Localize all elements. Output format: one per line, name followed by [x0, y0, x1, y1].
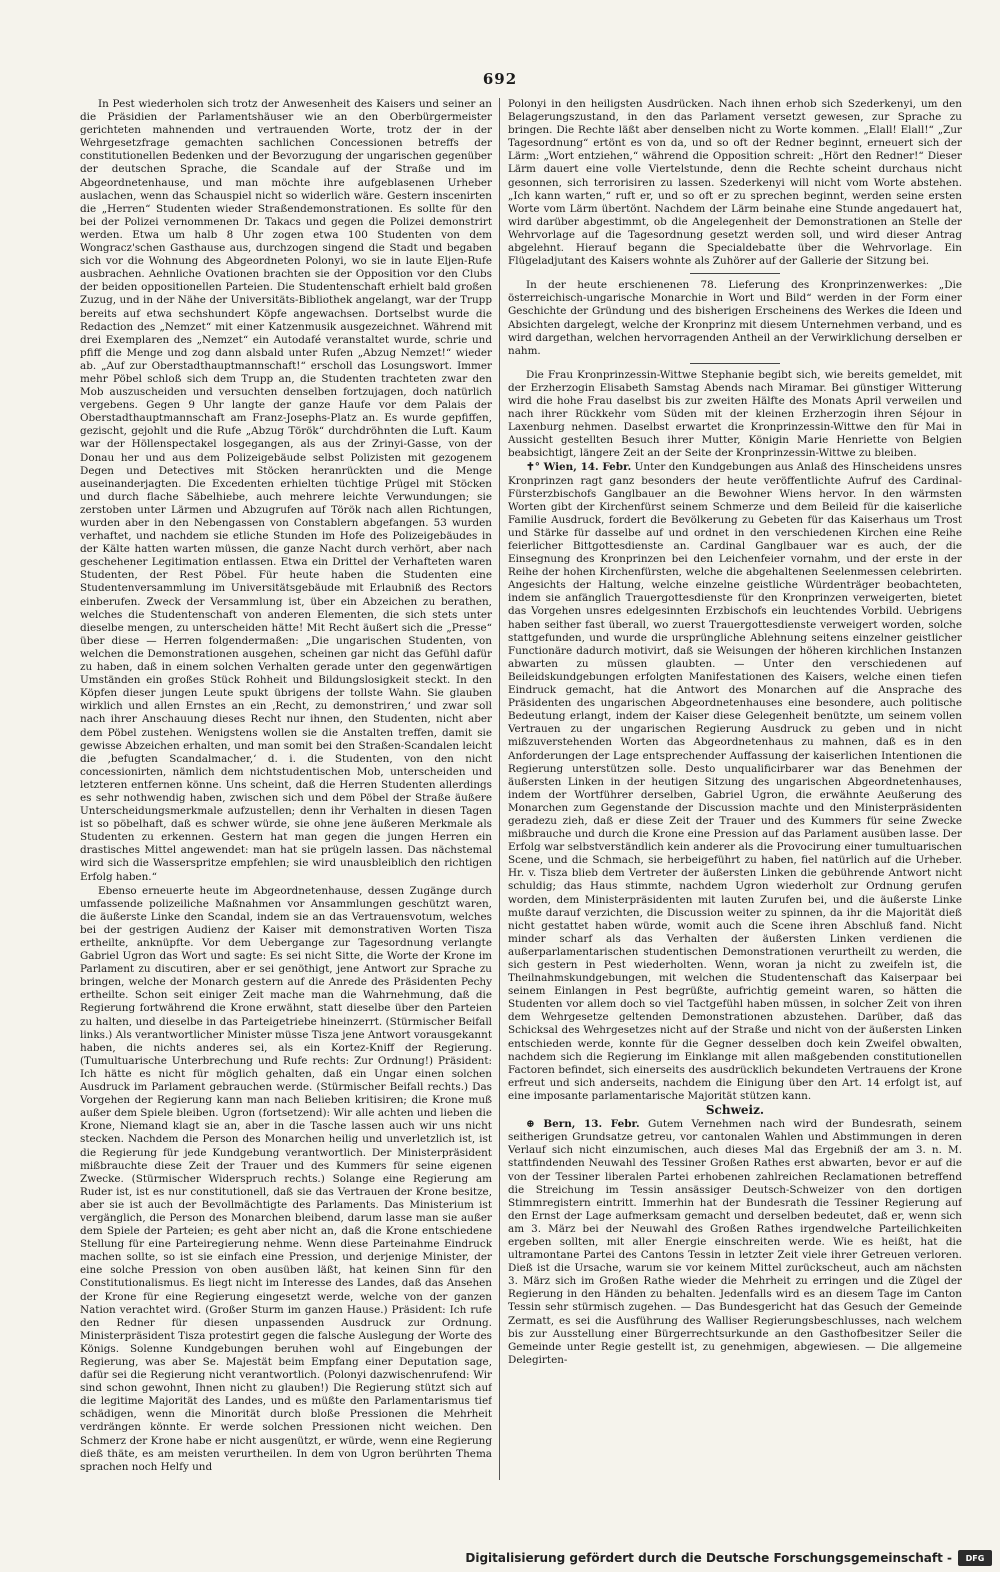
paragraph-abgeordnetenhaus: Ebenso erneuerte heute im Abgeordnetenhause, dessen Zugänge durch umfassende polizeiliche Maßnahmen vor Ansammlungen geschützt waren, die äußerste Linke den Scandal, indem sie an das Vertrauensvotum, welches bei der gestrigen Audienz der Kaiser mit demonstrativen Worten Tisza ertheilte, anknüpfte. Vor dem Uebergange zur Tagesordnung verlangte Gabriel Ugron das Wort und sagte: Es sei nicht Sitte, die Worte der Krone im Parlament zu discutiren, aber er sei genöthigt, jene Antwort zur Sprache zu bringen, welche der Monarch gestern auf die Anrede des Präsidenten Pechy ertheilte. Schon seit einiger Zeit mache man die Wahrnehmung, daß die Regierung fortwährend die Krone erwähnt, statt dieselbe über den Parteien zu halten, und dieselbe in das Parteigetriebe hineinzerrt. (Stürmischer Beifall links.) Als verantwortlicher Minister müsse Tisza jene Antwort vorausgekannt haben, die nichts anderes sei, als ein Kortez-Kniff der Regierung. (Tumultuarische Unterbrechung und Rufe rechts: Zur Ordnung!) Präsident: Ich hätte es nicht für möglich gehalten, daß ein Ungar einen solchen Ausdruck im Parlament gebrauchen werde. (Stürmischer Beifall rechts.) Das Vorgehen der Regierung kann man nach Belieben kritisiren; die Krone muß außer dem Spiele bleiben. Ugron (fortsetzend): Wir alle achten und lieben die Krone, Niemand klagt sie an, aber in die Tasche lassen auch wir uns nicht stecken. Nachdem die Person des Monarchen heilig und unverletzlich ist, ist die Regierung für jede Kundgebung verantwortlich. Der Ministerpräsident mißbrauchte diese Zeit der Trauer und des Kummers für seine eigenen Zwecke. (Stürmischer Widerspruch rechts.) Solange eine Regierung am Ruder ist, ist es nur constitutionell, daß sie das Vertrauen der Krone besitze, aber sie ist auch der Bevollmächtigte des Parlaments. Das Ministerium ist vergänglich, die Person des Monarchen bleibend, darum lasse man sie außer dem Spiele der Parteien; es geht aber nicht an, daß die Krone entschiedene Stellung für eine Parteiregierung nehme. Wenn diese Parteinahme Eindruck machen sollte, so ist sie einfach eine Pression, und derjenige Minister, der eine solche Pression von oben ausüben läßt, hat keinen Sinn für den Constitutionalismus. Es liegt nicht im Interesse des Landes, daß das Ansehen der Krone für eine Regierung eingesetzt werde, welche von der ganzen Nation verachtet wird. (Großer Sturm im ganzen Hause.) Präsident: Ich rufe den Redner für diesen unpassenden Ausdruck zur Ordnung. Ministerpräsident Tisza protestirt gegen die falsche Auslegung der Worte des Königs. Solenne Kundgebungen beruhen wohl auf Eingebungen der Regierung, was aber Se. Majestät beim Empfang einer Deputation sage, dafür sei die Regierung nicht verantwortlich. (Polonyi dazwischenrufend: Wir sind schon gewohnt, Ihnen nicht zu glauben!) Die Regierung stützt sich auf die legitime Majorität des Landes, und es müßte den Parlamentarismus tief schädigen, wenn die Minorität durch bloße Pressionen die Mehrheit verdrängen könnte. Er werde solchen Pressionen nicht weichen. Den Schmerz der Krone habe er nicht ausgenützt, er würde, wenn eine Regierung dieß thäte, es am meisten verurtheilen. In dem von Ugron berührten Thema sprachen noch Helfy und	[80, 884, 492, 1473]
right-column	[508, 98, 962, 1480]
bern-text: Gutem Vernehmen nach wird der Bundesrath, seinem seitherigen Grundsatze getreu, vor cantonalen Wahlen und Abstimmungen in deren Verlauf sich nicht einzumischen, auch dieses Mal das Ergebniß der am 3. n. M. stattfindenden Neuwahl des Tessiner Großen Rathes erst abwarten, bevor er auf die von der Tessiner liberalen Partei erhobenen zahlreichen Reclamationen betreffend die Streichung im Tessin ansässiger Deutsch-Schweizer von den dortigen Stimmregistern eintritt. Immerhin hat der Bundesrath die Tessiner Regierung auf den Ernst der Lage aufmerksam gemacht und derselben bedeutet, daß er, wenn sich am 3. März bei der Neuwahl des Großen Rathes irgendwelche Parteilichkeiten ergeben sollten, mit aller Energie einschreiten werde. Wie es heißt, hat die ultramontane Partei des Cantons Tessin in letzter Zeit viele ihrer Getreuen verloren. Dieß ist die Ursache, warum sie vor keinem Mittel zurückscheut, auch am nächsten 3. März sich im Großen Rathe wieder die Mehrheit zu erringen und die Zügel der Regierung in den Händen zu behalten. Jedenfalls wird es an diesem Tage im Canton Tessin sehr stürmisch zugehen. — Das Bundesgericht hat das Gesuch der Gemeinde Zermatt, es sei die Ausführung des Walliser Regierungsbeschlusses, nach welchem bis zur Ausstellung einer Bürgerrechtsurkunde an den Gasthofbesitzer Seiler die Gemeinde unter Regie gestellt ist, zu genehmigen, abgewiesen. — Die allgemeine Delegirten-	[508, 1118, 962, 1366]
dfg-logo-icon: DFG	[958, 1550, 992, 1566]
dateline-wien: ✝° Wien, 14. Febr.	[526, 461, 632, 474]
wien-text: Unter den Kundgebungen aus Anlaß des Hinscheidens unsres Kronprinzen ragt ganz besonders der heute veröffentlichte Aufruf des Cardinal-Fürsterzbischofs Ganglbauer an die Bewohner Wiens hervor. In den wärmsten Worten gibt der Kirchenfürst seinem Schmerze und dem Beileid für die kaiserliche Familie Ausdruck, fordert die Bevölkerung zu Gebeten für das Kaiserhaus um Trost und Stärke für dasselbe auf und ordnet in den verschiedenen Kirchen eine Reihe feierlicher Bittgottesdienste an. Cardinal Ganglbauer war es auch, der die Einsegnung des Kronprinzen bei den Leichenfeier vornahm, und der erste in der Reihe der hohen Kirchenfürsten, welche die abgehaltenen Seelenmessen celebrirten. Angesichts der Haltung, welche einzelne geistliche Würdenträger beobachteten, indem sie anfänglich Trauergottesdienste für den Kronprinzen verweigerten, bietet das Vorgehen unsres edelgesinnten Erzbischofs ein leuchtendes Vorbild. Uebrigens haben seither fast überall, wo zuerst Trauergottesdienste verweigert worden, solche stattgefunden, und wurde die ursprüngliche Ablehnung seitens einzelner geistlicher Functionäre dadurch motivirt, daß sie Weisungen der höheren kirchlichen Instanzen abwarten zu müssen glaubten. — Unter den verschiedenen auf Beileidskundgebungen erfolgten Manifestationen des Kaisers, welche einen tiefen Eindruck gemacht, hat die Antwort des Monarchen auf die Ansprache des Präsidenten des ungarischen Abgeordnetenhauses eine besondere, auch politische Bedeutung erlangt, indem der Kaiser diese Gelegenheit benützte, um seinem vollen Vertrauen zu der ungarischen Regierung Ausdruck zu geben und in nicht mißzuverstehenden Worten das Abgeordnetenhaus zu mahnen, daß es in den Anforderungen der Lage entsprechender Auffassung der kaiserlichen Intentionen die Regierung unterstützen solle. Desto unqualificirbarer war das Benehmen der äußersten Linken in der heutigen Sitzung des ungarischen Abgeordnetenhauses, indem der Wortführer derselben, Gabriel Ugron, die erwähnte Aeußerung des Monarchen zum Gegenstande der Discussion machte und den Ministerpräsidenten geradezu zieh, daß er diese Zeit der Trauer und des Kummers für seine Zwecke mißbrauche und durch die Krone eine Pression auf das Parlament ausüben lasse. Der Erfolg war selbstverständlich kein anderer als die Provocirung einer tumultuarischen Scene, und die Schmach, sie herbeigeführt zu haben, fiel natürlich auf die Urheber. Hr. v. Tisza blieb dem Vertreter der äußersten Linken die gebührende Antwort nicht schuldig; das Haus stimmte, nachdem Ugron wiederholt zur Ordnung gerufen worden, dem Ministerpräsidenten mit lauten Zurufen bei, und die äußerste Linke mußte darauf verzichten, die Discussion weiter zu spinnen, da ihr die Majorität dieß nicht gestattet haben würde, womit auch die Scene ihren Abschluß fand. Nicht minder scharf als das Verhalten der äußersten Linken verdienen die außerparlamentarischen studentischen Demonstrationen verurtheilt zu werden, die sich gestern in Pest wiederholten. Wenn, woran ja nicht zu zweifeln ist, die Theilnahmskundgebungen, mit welchen die Studentenschaft das Kaiserpaar bei seinem Einlangen in Pest begrüßte, aufrichtig gemeint waren, so hätten die Studenten vor allem doch so viel Tactgefühl haben müssen, in solcher Zeit von ihren dem Wehrgesetze geltenden Demonstrationen abzustehen. Darüber, daß das Schicksal des Wehrgesetzes nicht auf der Straße und nicht von der äußersten Linken entschieden werde, konnte für die Gegner desselben doch kein Zweifel obwalten, nachdem sich die Regierung im Einklange mit allen maßgebenden constitutionellen Factoren befindet, sich einerseits des ausdrücklich bekundeten Vertrauens der Krone erfreut und sich anderseits, nachdem die Einigung über den Art. 14 erfolgt ist, auf eine imposante parlamentarische Majorität stützen kann.	[508, 461, 962, 1102]
section-heading-schweiz: Schweiz.	[705, 1103, 765, 1118]
paragraph-polonyi: Polonyi in den heiligsten Ausdrücken. Nach ihnen erhob sich Szederkenyi, um den Belagerungszustand, in den das Parlament versetzt gewesen, zur Sprache zu bringen. Die Rechte läßt aber denselben nicht zu Worte kommen. „Elall! Elall!“ „Zur Tagesordnung“ ertönt es von da, und so oft der Redner beginnt, erneuert sich der Lärm: „Wort entziehen,“ während die Opposition schreit: „Hört den Redner!“ Dieser Lärm dauert eine volle Viertelstunde, denn die Rechte scheint durchaus nicht gesonnen, sich terrorisiren zu lassen. Szederkenyi will nicht vom Worte abstehen. „Ich kann warten,“ ruft er, und so oft er zu sprechen beginnt, werden seine ersten Worte vom Lärm übertönt. Nachdem der Lärm beinahe eine Stunde angedauert hat, wird darüber abgestimmt, ob die Angelegenheit der Demonstrationen an Stelle der Wehrvorlage auf die Tagesordnung gesetzt werden soll, und wird dieser Antrag abgelehnt. Hierauf begann die Specialdebatte über die Wehrvorlage. Ein Flügeladjutant des Kaisers wohnte als Zuhörer auf der Gallerie der Sitzung bei.	[508, 98, 962, 268]
page-number: 692	[482, 70, 518, 88]
paragraph-pest-students: In Pest wiederholen sich trotz der Anwesenheit des Kaisers und seiner an die Präsidien der Parlamentshäuser wie an den Oberbürgermeister gerichteten mahnenden und vertrauenden Worte, trotz der in der Wehrgesetzfrage gemachten sachlichen Concessionen betreffs der constitutionellen Bedenken und der Bevorzugung der ungarischen gegenüber der deutschen Sprache, die Scandale auf der Straße und im Abgeordnetenhause, und man möchte ihre aufgeblasenen Urheber auslachen, wenn das Schauspiel nicht so widerlich wäre. Gestern inscenirten die „Herren“ Studenten wieder Straßendemonstrationen. Es sollte für den bei der Polizei vernommenen Dr. Takacs und gegen die Polizei demonstrirt werden. Etwa um halb 8 Uhr zogen etwa 100 Studenten von dem Wongracz'schen Gasthause aus, durchzogen singend die Stadt und begaben sich vor die Wohnung des Abgeordneten Polonyi, wo sie in laute Eljen-Rufe ausbrachen. Aehnliche Ovationen brachten sie der Opposition vor den Clubs der beiden oppositionellen Parteien. Die Studentenschaft erhielt bald großen Zuzug, und in der Nähe der Universitäts-Bibliothek angelangt, war der Trupp bereits auf etwa sechshundert Köpfe angewachsen. Dortselbst wurde die Redaction des „Nemzet“ mit einer Katzenmusik ausgezeichnet. Während mit drei Exemplaren des „Nemzet“ ein Autodafé veranstaltet wurde, schrie und pfiff die Menge und zog dann alsbald unter Rufen „Abzug Nemzet!“ wieder ab. „Auf zur Oberstadthauptmannschaft!“ erscholl das Losungswort. Immer mehr Pöbel schloß sich dem Trupp an, die Studenten trachteten zwar den Mob auszuscheiden und versuchten denselben fortzujagen, doch natürlich vergebens. Gegen 9 Uhr langte der ganze Haufe vor dem Palais der Oberstadthauptmannschaft am Franz-Josephs-Platz an. Es wurde gepfiffen, gezischt, gejohlt und die Rufe „Abzug Török“ durchdröhnten die Luft. Kaum war der Höllenspectakel losgegangen, als aus der Zrinyi-Gasse, von der Donau her und aus dem Polizeigebäude selbst Polizisten mit gezogenem Degen und Detectives mit Stöcken heranrückten und die Menge auseinanderjagten. Die Excedenten erhielten tüchtige Prügel mit Stöcken und durch flache Säbelhiebe, auch mehrere leichte Verwundungen; sie zerstoben unter Lärmen und Abzugrufen auf Török nach allen Richtungen, wurden aber in den Nebengassen von Constablern abgefangen. 53 wurden verhaftet, und nachdem sie etliche Stunden im Hofe des Polizeigebäudes in der Kälte hatten warten müssen, die ganze Nacht durch verhört, aber nach geschehener Legitimation entlassen. Etwa ein Drittel der Verhafteten waren Studenten, der Rest Pöbel. Für heute haben die Studenten eine Studentenversammlung im Universitätsgebäude mit Erlaubniß des Rectors einberufen. Zweck der Versammlung ist, über ein Abzeichen zu berathen, welches die Studentenschaft von anderen Elementen, die sich stets unter dieselbe mengen, zu unterscheiden hätte! Mit Recht äußert sich die „Presse“ über diese — Herren folgendermaßen: „Die ungarischen Studenten, von welchen die Demonstrationen ausgehen, scheinen gar nicht das Gefühl dafür zu haben, daß in einem solchen Verhalten gerade unter den gegenwärtigen Umständen ein großes Stück Rohheit und Bildungslosigkeit steckt. In den Köpfen dieser jungen Leute spukt übrigens der tollste Wahn. Sie glauben wirklich und allen Ernstes an ein ‚Recht, zu demonstriren,‘ und zwar soll nach ihrer Anschauung dieses Recht nur ihnen, den Studenten, nicht aber dem Pöbel zustehen. Wenigstens wollen sie die Anstalten treffen, damit sie gewisse Abzeichen erhalten, und man somit bei den Straßen-Scandalen leicht die ‚befugten Scandalmacher,‘ d. i. die Studenten, von den nicht concessionirten, nämlich dem nichtstudentischen Mob, unterscheiden und letzteren entfernen könne. Uns scheint, daß die Herren Studenten allerdings es sehr nothwendig haben, zwischen sich und dem Pöbel der Straße äußere Unterscheidungsmerkmale aufzustellen; denn ihr Verhalten in diesen Tagen ist so pöbelhaft, daß es schwer würde, sie ohne jene äußeren Merkmale als Studenten zu erkennen. Gestern hat man gegen die jungen Herren ein drastisches Mittel angewendet: man hat sie prügeln lassen. Das nächstemal wird sich die Wasserspritze empfehlen; sie wird unausbleiblich den richtigen Erfolg haben.“	[80, 98, 492, 883]
section-rule	[690, 273, 780, 274]
paragraph-stephanie: Die Frau Kronprinzessin-Wittwe Stephanie begibt sich, wie bereits gemeldet, mit der Erzherzogin Elisabeth Samstag Abends nach Miramar. Bei günstiger Witterung wird die hohe Frau daselbst bis zur zweiten Hälfte des Monats April verweilen und nach ihrer Rückkehr vom Süden mit der kleinen Erzherzogin ihren Séjour in Laxenburg nehmen. Daselbst erwartet die Kronprinzessin-Wittwe den für Mai in Aussicht gestellten Besuch ihrer Mutter, Königin Marie Henriette von Belgien beabsichtigt, längere Zeit an der Seite der Kronprinzessin-Wittwe zu bleiben.	[508, 368, 962, 460]
dateline-bern: ⊕ Bern, 13. Febr.	[526, 1118, 640, 1131]
paragraph-wien	[508, 461, 962, 1103]
section-rule	[690, 363, 780, 364]
footer-credit: Digitalisierung gefördert durch die Deutsche Forschungsgemeinschaft -	[465, 1551, 952, 1565]
paragraph-bern	[508, 1118, 962, 1367]
column-divider	[499, 98, 500, 1480]
footer	[0, 1544, 1000, 1572]
paragraph-kronprinzenwerk: In der heute erschienenen 78. Lieferung des Kronprinzenwerkes: „Die österreichisch-ungarische Monarchie in Wort und Bild“ werden in der Form einer Geschichte der Gründung und des bisherigen Erscheinens des Werkes die Ideen und Absichten dargelegt, welche der Kronprinz mit diesem Unternehmen verband, und es wird dargethan, welchen hervorragenden Antheil an der Verwirklichung derselben er nahm.	[508, 279, 962, 357]
left-column	[80, 98, 492, 1480]
